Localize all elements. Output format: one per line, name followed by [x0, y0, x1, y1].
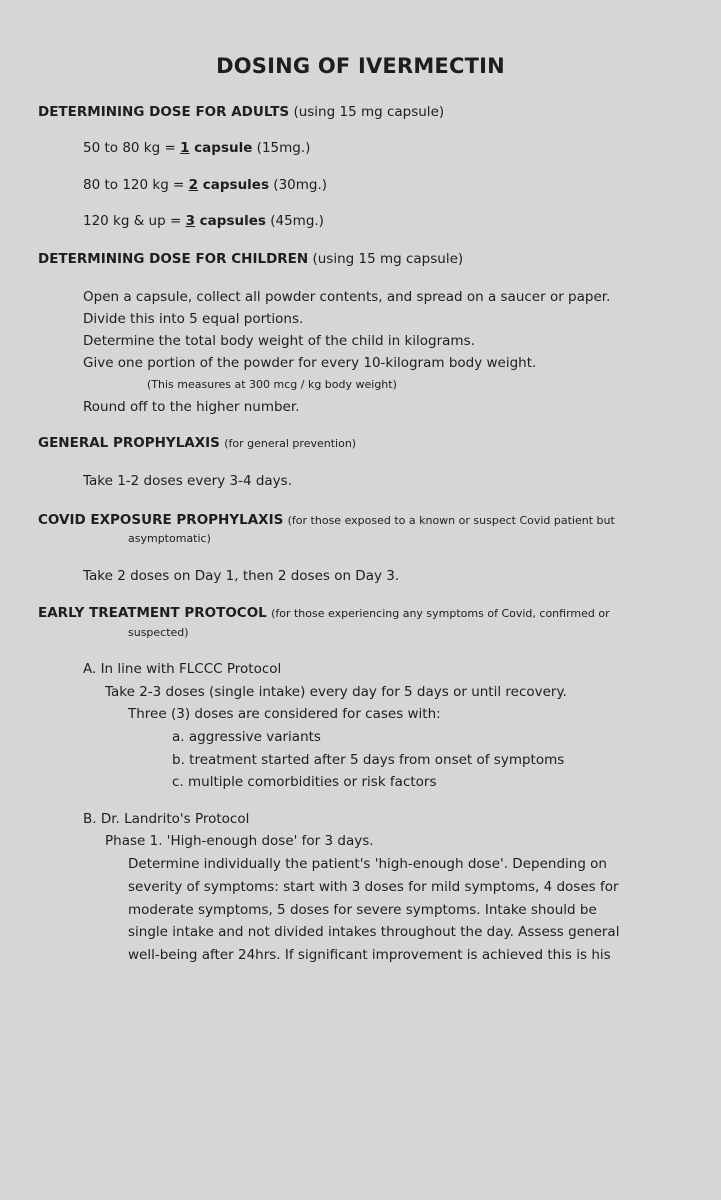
children-header: DETERMINING DOSE FOR CHILDREN [38, 251, 309, 267]
round-off-text: Round off to the higher number. [83, 399, 300, 415]
general-header: GENERAL PROPHYLAXIS [38, 435, 220, 451]
covid-exposure-note-cont: asymptomatic) [128, 532, 211, 545]
dose-unit: capsules [198, 177, 270, 193]
dose-mg: (30mg.) [269, 177, 328, 193]
protocol-a-item: a. aggressive variants [172, 729, 321, 745]
dose-mg: (15mg.) [252, 140, 311, 156]
dose-count: 1 [180, 140, 190, 156]
protocol-b-line: severity of symptoms: start with 3 doses for mild symptoms, 4 doses for [128, 879, 619, 895]
children-heading [38, 250, 463, 268]
covid-exposure-note: (for those exposed to a known or suspect Covid patient but [287, 514, 615, 527]
dose-unit: capsule [189, 140, 253, 156]
general-note: (for general prevention) [224, 437, 357, 450]
measure-note: (This measures at 300 mcg / kg body weight) [147, 378, 397, 391]
adults-note: (using 15 mg capsule) [293, 104, 445, 120]
protocol-a-line: Take 2-3 doses (single intake) every day for 5 days or until recovery. [105, 684, 567, 700]
dose-unit: capsules [194, 213, 266, 229]
dose-count: 2 [188, 177, 199, 193]
covid-exposure-heading [38, 511, 615, 530]
protocol-a-item: c. multiple comorbidities or risk factors [172, 774, 437, 790]
dose-range: 80 to 120 kg = [83, 177, 189, 193]
children-step: Divide this into 5 equal portions. [83, 311, 304, 327]
protocol-a-title: A. In line with FLCCC Protocol [83, 661, 282, 677]
protocol-a-item: b. treatment started after 5 days from onset of symptoms [172, 752, 565, 768]
early-treatment-heading [38, 604, 610, 623]
dose-range: 120 kg & up = [83, 213, 186, 229]
protocol-b-line: single intake and not divided intakes throughout the day. Assess general [128, 924, 620, 940]
general-text: Take 1-2 doses every 3-4 days. [83, 473, 292, 489]
children-step: Determine the total body weight of the child in kilograms. [83, 333, 475, 349]
protocol-b-title: B. Dr. Landrito's Protocol [83, 811, 250, 827]
page-title: DOSING OF IVERMECTIN [216, 54, 505, 78]
protocol-b-line: Determine individually the patient's 'high-enough dose'. Depending on [128, 856, 607, 872]
dose-mg: (45mg.) [265, 213, 324, 229]
protocol-b-line: moderate symptoms, 5 doses for severe symptoms. Intake should be [128, 902, 597, 918]
general-heading [38, 434, 356, 453]
dose-count: 3 [185, 213, 195, 229]
dose-range: 50 to 80 kg = [83, 140, 181, 156]
adult-dose-row [83, 139, 310, 157]
covid-exposure-header: COVID EXPOSURE PROPHYLAXIS [38, 512, 284, 528]
adult-dose-row [83, 176, 327, 194]
adults-header: DETERMINING DOSE FOR ADULTS [38, 104, 290, 120]
covid-exposure-text: Take 2 doses on Day 1, then 2 doses on Day 3. [83, 568, 400, 584]
adults-heading [38, 103, 444, 121]
protocol-b-phase: Phase 1. 'High-enough dose' for 3 days. [105, 833, 374, 849]
early-treatment-note-cont: suspected) [128, 626, 189, 639]
children-step: Give one portion of the powder for every 10-kilogram body weight. [83, 355, 537, 371]
protocol-b-line: well-being after 24hrs. If significant improvement is achieved this is his [128, 947, 611, 963]
protocol-a-line: Three (3) doses are considered for cases with: [128, 706, 441, 722]
early-treatment-note: (for those experiencing any symptoms of Covid, confirmed or [271, 607, 610, 620]
children-step: Open a capsule, collect all powder contents, and spread on a saucer or paper. [83, 289, 611, 305]
adult-dose-row [83, 212, 324, 230]
children-note: (using 15 mg capsule) [312, 251, 464, 267]
early-treatment-header: EARLY TREATMENT PROTOCOL [38, 605, 267, 621]
